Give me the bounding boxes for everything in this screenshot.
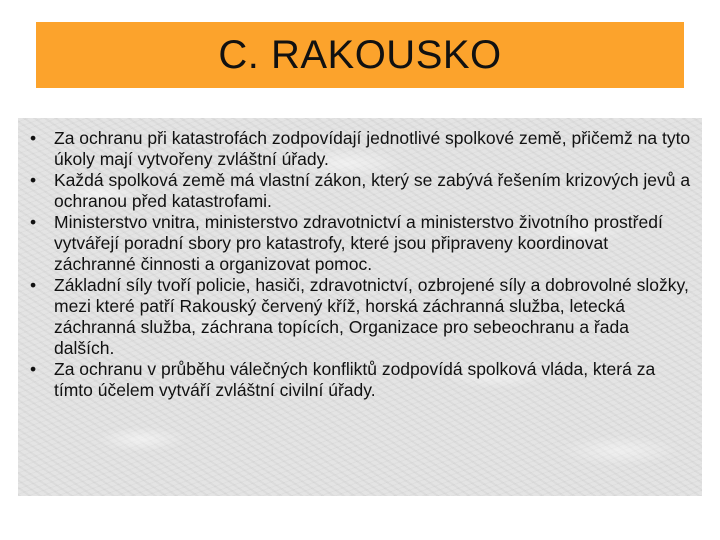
bullet-item-4	[26, 275, 694, 359]
bullet-text: Ministerstvo vnitra, ministerstvo zdravotnictví a ministerstvo životního prostředí vytvářejí poradní sbory pro katastrofy, které jsou připraveny koordinovat záchranné činnosti a organizovat pomoc.	[54, 212, 663, 274]
bullet-text: Každá spolková země má vlastní zákon, který se zabývá řešením krizových jevů a ochranou před katastrofami.	[54, 170, 691, 211]
bullet-icon: •	[30, 212, 37, 232]
bullet-icon: •	[30, 170, 37, 190]
slide-title: C. RAKOUSKO	[218, 32, 502, 77]
bullet-list	[26, 128, 694, 401]
bullet-item-1	[26, 128, 694, 170]
bullet-text: Za ochranu v průběhu válečných konfliktů zodpovídá spolková vláda, která za tímto účelem vytváří zvláštní civilní úřady.	[54, 359, 656, 400]
bullet-text: Základní síly tvoří policie, hasiči, zdravotnictví, ozbrojené síly a dobrovolné složky, mezi které patří Rakouský červený kříž, horská záchranná služba, letecká záchranná služba, záchrana topících, Organizace pro sebeochranu a řada dalších.	[54, 275, 689, 358]
bullet-icon: •	[30, 275, 37, 295]
bullet-text: Za ochranu při katastrofách zodpovídají jednotlivé spolkové země, přičemž na tyto úkoly mají vytvořeny zvláštní úřady.	[54, 128, 691, 169]
title-bar	[36, 22, 684, 88]
bullet-icon: •	[30, 359, 37, 379]
bullet-item-5	[26, 359, 694, 401]
bullet-icon: •	[30, 128, 37, 148]
bullet-item-3	[26, 212, 694, 275]
bullet-item-2	[26, 170, 694, 212]
